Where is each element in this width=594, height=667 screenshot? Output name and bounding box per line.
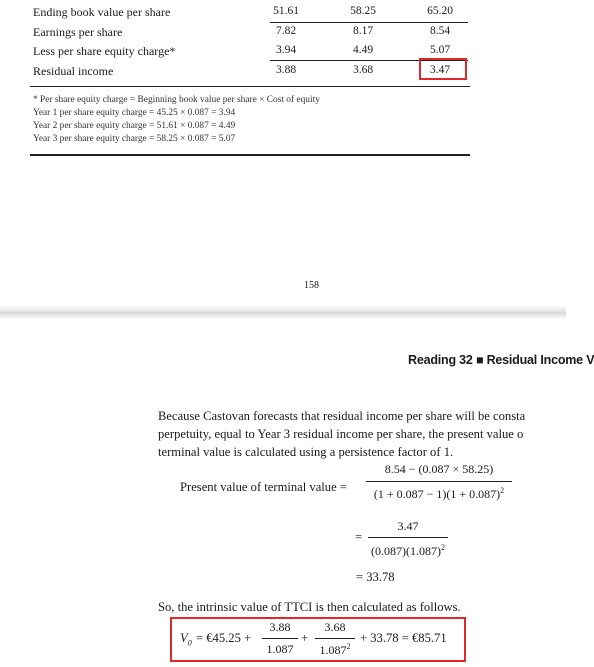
formula-denominator-2-exponent: 2 <box>440 543 445 552</box>
row-label-equity-charge: Less per share equity charge* <box>33 44 176 58</box>
formula-denominator-2 <box>366 543 450 559</box>
formula-label: Present value of terminal value = <box>180 480 347 494</box>
cell-y3-residual-income: 3.47 <box>429 64 451 76</box>
valuation-tail: + 33.78 = €85.71 <box>360 631 447 645</box>
valuation-numerator-1: 3.88 <box>269 620 291 634</box>
cell-y3-ending-book-value: 65.20 <box>427 5 453 17</box>
highlight-box-y3-residual <box>419 58 467 80</box>
fraction-bar <box>368 537 448 538</box>
row-label-earnings-per-share: Earnings per share <box>33 25 123 39</box>
valuation-denominator-1: 1.087 <box>266 642 294 656</box>
table-rule <box>270 22 468 23</box>
cell-y2-ending-book-value: 58.25 <box>350 5 376 17</box>
table-bottom-rule <box>30 86 470 87</box>
value-symbol-letter: V <box>180 631 188 645</box>
running-head: Reading 32 ■ Residual Income V <box>408 353 594 367</box>
valuation-denominator-2 <box>313 642 357 658</box>
intrinsic-value-sentence: So, the intrinsic value of TTCI is then calculated as follows. <box>158 600 461 614</box>
cell-y2-residual-income: 3.68 <box>352 64 374 76</box>
cell-y3-equity-charge: 5.07 <box>429 44 451 56</box>
formula-denominator-1-exponent: 2 <box>500 486 505 495</box>
cell-y1-ending-book-value: 51.61 <box>273 5 299 17</box>
paragraph-line-3: terminal value is calculated using a persistence factor of 1. <box>158 445 454 459</box>
valuation-plus: + <box>301 631 309 645</box>
footnote-year1: Year 1 per share equity charge = 45.25 × 0.087 = 3.94 <box>33 108 236 118</box>
cell-y1-eps: 7.82 <box>275 25 297 37</box>
valuation-start: = €45.25 + <box>196 631 252 645</box>
valuation-denominator-2-base: 1.087 <box>319 643 347 657</box>
paragraph-line-1: Because Castovan forecasts that residual income per share will be consta <box>158 409 526 423</box>
formula-numerator-2: 3.47 <box>397 519 419 533</box>
valuation-numerator-2: 3.68 <box>324 620 346 634</box>
formula-denominator-1-base: (1 + 0.087 − 1)(1 + 0.087) <box>373 487 501 501</box>
row-label-residual-income: Residual income <box>33 64 114 78</box>
valuation-denominator-2-exponent: 2 <box>346 642 351 651</box>
value-symbol-subscript: 0 <box>187 638 192 648</box>
value-symbol <box>180 631 192 648</box>
formula-equals: = <box>355 530 363 544</box>
formula-numerator-1: 8.54 − (0.087 × 58.25) <box>384 462 494 476</box>
cell-y2-equity-charge: 4.49 <box>352 44 374 56</box>
page-number: 158 <box>304 280 319 291</box>
fraction-bar <box>262 638 298 639</box>
book-page-bottom <box>0 318 594 667</box>
footnote-definition: * Per share equity charge = Beginning book value per share × Cost of equity <box>33 95 320 105</box>
footnote-year2: Year 2 per share equity charge = 51.61 × 0.087 = 4.49 <box>33 121 236 131</box>
fraction-bar <box>315 638 355 639</box>
book-page-top <box>0 0 566 312</box>
formula-denominator-1 <box>366 486 512 502</box>
footnote-year3: Year 3 per share equity charge = 58.25 × 0.087 = 5.07 <box>33 134 236 144</box>
formula-result: = 33.78 <box>356 570 395 584</box>
cell-y1-residual-income: 3.88 <box>275 64 297 76</box>
paragraph-line-2: perpetuity, equal to Year 3 residual income per share, the present value o <box>158 427 524 441</box>
row-label-ending-book-value: Ending book value per share <box>33 5 171 19</box>
cell-y3-eps: 8.54 <box>429 25 451 37</box>
cell-y2-eps: 8.17 <box>352 25 374 37</box>
section-bottom-rule <box>30 154 470 156</box>
fraction-bar <box>366 481 512 482</box>
formula-denominator-2-base: (0.087)(1.087) <box>371 544 441 558</box>
cell-y1-equity-charge: 3.94 <box>275 44 297 56</box>
